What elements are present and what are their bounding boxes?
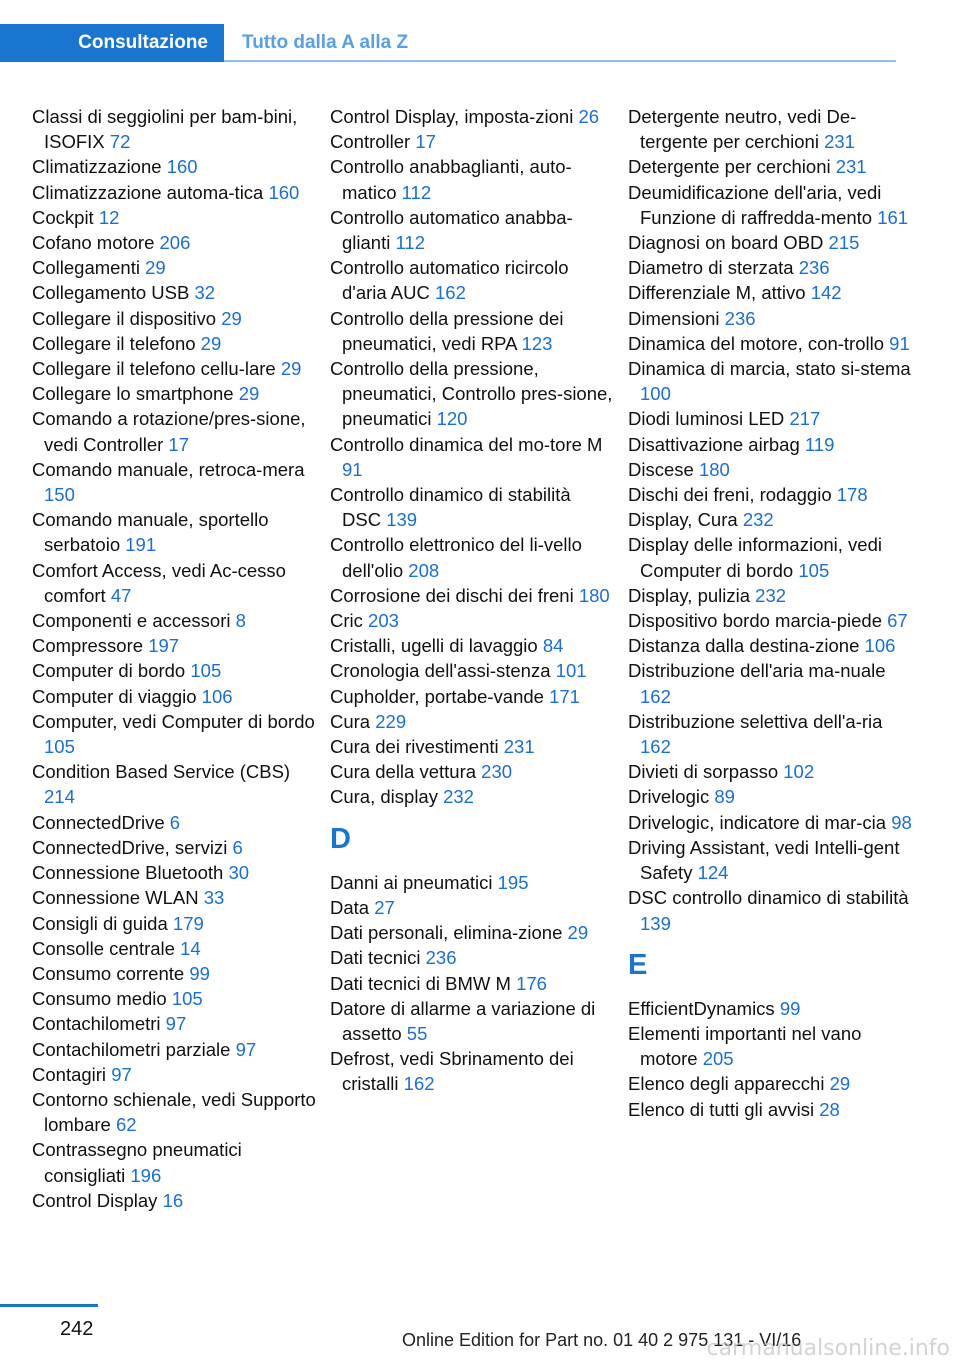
index-entry xyxy=(32,911,316,936)
index-entry-page-link[interactable]: 106 xyxy=(201,685,233,707)
index-entry-page-link[interactable]: 26 xyxy=(578,106,600,127)
index-entry-term: Collegamenti xyxy=(32,257,140,279)
index-entry xyxy=(628,532,912,582)
index-entry-page-link[interactable]: 102 xyxy=(783,761,815,783)
index-entry xyxy=(32,1087,316,1137)
index-entry xyxy=(330,1046,614,1096)
index-entry-term: Distanza dalla destina-zione xyxy=(628,635,860,657)
index-entry xyxy=(628,1021,912,1071)
index-entry xyxy=(32,1011,316,1036)
index-entry xyxy=(330,658,614,683)
index-entry-term: Cura, display xyxy=(330,786,438,808)
index-entry xyxy=(32,104,316,154)
index-entry-term: Controllo della pressione, pneumatici, Controllo pres-sione, pneumatici xyxy=(330,358,613,430)
index-entry-term: Elenco di tutti gli avvisi xyxy=(628,1098,815,1120)
index-entry xyxy=(628,810,912,835)
index-entry xyxy=(32,230,316,255)
index-entry-page-link[interactable]: 217 xyxy=(789,408,821,430)
index-entry-term: Cric xyxy=(330,610,363,632)
index-entry-term: Control Display xyxy=(32,1189,158,1211)
index-entry xyxy=(330,633,614,658)
chapter-title: Tutto dalla A alla Z xyxy=(242,32,409,53)
index-entry xyxy=(628,406,912,431)
index-entry-term: DSC controllo dinamico di stabilità xyxy=(628,887,909,909)
index-entry-page-link[interactable]: 97 xyxy=(165,1013,187,1035)
index-entry-page-link[interactable]: 162 xyxy=(640,736,671,758)
index-entry-term: Comando a rotazione/pres-sione, vedi Controller xyxy=(32,408,306,455)
index-entry-page-link[interactable]: 97 xyxy=(235,1038,257,1060)
index-entry xyxy=(32,331,316,356)
index-entry xyxy=(32,759,316,809)
index-entry-term: Consigli di guida xyxy=(32,912,168,934)
index-entry xyxy=(330,154,614,204)
index-entry-page-link[interactable]: 6 xyxy=(232,836,243,858)
index-entry-term: Diodi luminosi LED xyxy=(628,408,785,430)
index-entry-page-link[interactable]: 232 xyxy=(755,584,787,606)
index-entry-page-link[interactable]: 29 xyxy=(200,332,222,354)
index-entry-page-link[interactable]: 119 xyxy=(804,433,835,455)
index-entry-term: Drivelogic xyxy=(628,786,710,808)
index-column-3 xyxy=(628,104,912,1122)
index-entry-term: Cura della vettura xyxy=(330,761,477,783)
index-letter-heading: E xyxy=(628,948,648,981)
index-entry-page-link[interactable]: 139 xyxy=(386,509,418,531)
index-entry-term: Elementi importanti nel vano motore xyxy=(628,1022,862,1070)
index-entry-page-link[interactable]: 236 xyxy=(798,257,830,279)
index-entry xyxy=(32,1037,316,1062)
index-entry-page-link[interactable]: 55 xyxy=(406,1022,428,1044)
index-entry-term: Comfort Access, vedi Ac-cesso comfort xyxy=(32,559,286,606)
index-entry-page-link[interactable]: 142 xyxy=(810,282,842,304)
index-entry xyxy=(628,835,912,885)
index-entry xyxy=(330,895,614,920)
index-entry xyxy=(32,936,316,961)
index-entry-page-link[interactable]: 206 xyxy=(159,232,191,254)
index-entry-term: Driving Assistant, vedi Intelli-gent Safety xyxy=(628,836,900,884)
index-entry-term: Climatizzazione automa-tica xyxy=(32,181,264,203)
index-entry-term: Contrassegno pneumatici consigliati xyxy=(32,1139,242,1186)
index-entry-page-link[interactable]: 105 xyxy=(190,660,222,682)
index-entry-term: Consumo medio xyxy=(32,988,167,1010)
index-entry-term: EfficientDynamics xyxy=(628,997,775,1019)
index-entry-page-link[interactable]: 16 xyxy=(162,1189,184,1211)
index-entry-term: Cura xyxy=(330,710,371,732)
index-entry-term: Distribuzione selettiva dell'a-ria xyxy=(628,710,883,732)
index-entry-page-link[interactable]: 99 xyxy=(779,997,801,1019)
index-entry-page-link[interactable]: 120 xyxy=(436,408,468,430)
index-entry xyxy=(330,482,614,532)
index-entry-page-link[interactable]: 105 xyxy=(171,988,203,1010)
index-entry-page-link[interactable]: 100 xyxy=(640,383,671,405)
index-entry xyxy=(32,885,316,910)
index-entry-term: Controllo della pressione dei pneumatici, vedi RPA xyxy=(330,307,564,354)
index-entry-term: Dimensioni xyxy=(628,307,720,329)
index-entry-term: Control Display, imposta-zioni xyxy=(330,106,574,127)
index-entry-term: ConnectedDrive xyxy=(32,811,165,833)
index-entry-page-link[interactable]: 29 xyxy=(567,922,589,944)
index-entry xyxy=(330,759,614,784)
index-entry-term: Dischi dei freni, rodaggio xyxy=(628,484,832,506)
index-entry-page-link[interactable]: 176 xyxy=(516,972,547,994)
index-entry-term: Collegare lo smartphone xyxy=(32,383,234,405)
index-entry-page-link[interactable]: 47 xyxy=(110,584,132,606)
index-entry xyxy=(32,608,316,633)
index-entry xyxy=(330,432,614,482)
index-entry xyxy=(628,633,912,658)
index-entry-term: Datore di allarme a variazione di assetto xyxy=(330,997,596,1044)
index-entry-term: Condition Based Service (CBS) xyxy=(32,761,291,783)
index-entry xyxy=(330,971,614,996)
index-entry-term: Cura dei rivestimenti xyxy=(330,736,499,758)
index-entry-term: Controllo anabbaglianti, auto-matico xyxy=(330,156,572,203)
index-entry-page-link[interactable]: 29 xyxy=(280,358,302,380)
index-entry-page-link[interactable]: 180 xyxy=(578,584,610,606)
index-entry-term: Danni ai pneumatici xyxy=(330,871,493,893)
index-entry-page-link[interactable]: 161 xyxy=(877,206,909,228)
index-entry-page-link[interactable]: 27 xyxy=(374,896,395,918)
index-entry xyxy=(32,684,316,709)
index-entry-term: Connessione WLAN xyxy=(32,887,199,909)
index-entry-page-link[interactable]: 171 xyxy=(549,685,580,707)
index-entry-page-link[interactable]: 196 xyxy=(130,1164,162,1186)
index-entry-page-link[interactable]: 229 xyxy=(375,710,407,732)
index-entry xyxy=(628,608,912,633)
index-entry xyxy=(32,633,316,658)
index-entry-term: Dinamica del motore, con-trollo xyxy=(628,332,885,354)
index-entry xyxy=(32,658,316,683)
index-entry-page-link[interactable]: 67 xyxy=(887,610,908,632)
index-entry-term: Deumidificazione dell'aria, vedi Funzione di raffredda-mento xyxy=(628,181,882,228)
index-entry-term: Display delle informazioni, vedi Computer di bordo xyxy=(628,534,882,581)
index-entry-page-link[interactable]: 84 xyxy=(542,635,564,657)
index-entry-page-link[interactable]: 29 xyxy=(221,307,242,329)
index-entry-term: Cristalli, ugelli di lavaggio xyxy=(330,635,538,657)
index-entry-page-link[interactable]: 105 xyxy=(798,559,830,581)
index-entry-page-link[interactable]: 231 xyxy=(824,131,855,153)
index-entry xyxy=(330,356,614,432)
index-entry-page-link[interactable]: 124 xyxy=(697,862,729,884)
index-entry-term: Componenti e accessori xyxy=(32,610,231,632)
index-entry-term: Comando manuale, sportello serbatoio xyxy=(32,509,269,556)
index-entry xyxy=(628,784,912,809)
index-entry-page-link[interactable]: 197 xyxy=(148,635,180,657)
index-entry-page-link[interactable]: 150 xyxy=(44,484,75,506)
index-entry xyxy=(628,1097,912,1122)
index-entry xyxy=(32,860,316,885)
index-entry-page-link[interactable]: 160 xyxy=(268,181,300,203)
index-entry-page-link[interactable]: 231 xyxy=(503,736,535,758)
index-entry-term: Diagnosi on board OBD xyxy=(628,232,824,254)
index-entry xyxy=(628,885,912,935)
index-entry xyxy=(628,306,912,331)
index-entry-term: Defrost, vedi Sbrinamento dei cristalli xyxy=(330,1048,574,1095)
index-entry-page-link[interactable]: 101 xyxy=(555,660,587,682)
index-entry xyxy=(32,356,316,381)
index-entry-term: Differenziale M, attivo xyxy=(628,282,806,304)
index-entry-term: Controllo automatico ricircolo d'aria AUC xyxy=(330,257,569,304)
index-column-1 xyxy=(32,104,316,1213)
index-entry xyxy=(628,759,912,784)
index-entry-page-link[interactable]: 99 xyxy=(189,962,210,984)
index-entry-term: Connessione Bluetooth xyxy=(32,862,224,884)
index-entry-term: Controllo dinamica del mo-tore M xyxy=(330,433,603,455)
index-entry-page-link[interactable]: 162 xyxy=(403,1073,435,1095)
index-entry-page-link[interactable]: 97 xyxy=(111,1063,132,1085)
index-entry-page-link[interactable]: 106 xyxy=(864,635,896,657)
index-entry-term: Disattivazione airbag xyxy=(628,433,800,455)
page-number: 242 xyxy=(60,1318,94,1340)
index-entry-page-link[interactable]: 17 xyxy=(168,433,189,455)
index-entry xyxy=(628,482,912,507)
watermark: carmanualsonline.info xyxy=(706,1336,950,1361)
index-entry-term: Compressore xyxy=(32,635,144,657)
index-entry-page-link[interactable]: 112 xyxy=(401,181,432,203)
index-entry-page-link[interactable]: 180 xyxy=(698,458,730,480)
index-entry xyxy=(628,356,912,406)
index-entry-page-link[interactable]: 162 xyxy=(640,685,671,707)
index-entry-term: Data xyxy=(330,896,370,918)
index-entry-term: Contachilometri xyxy=(32,1013,161,1035)
index-entry-term: Detergente neutro, vedi De-tergente per cerchioni xyxy=(628,106,857,153)
index-entry xyxy=(32,381,316,406)
footer-rule xyxy=(0,1304,98,1307)
index-entry-page-link[interactable]: 236 xyxy=(724,307,756,329)
index-entry-term: Collegare il telefono xyxy=(32,332,196,354)
index-entry xyxy=(628,1071,912,1096)
index-entry xyxy=(32,835,316,860)
index-entry-page-link[interactable]: 203 xyxy=(368,610,399,632)
index-entry xyxy=(330,532,614,582)
index-entry-term: Contachilometri parziale xyxy=(32,1038,231,1060)
index-entry-page-link[interactable]: 232 xyxy=(443,786,474,808)
edition-note: Online Edition for Part no. 01 40 2 975 131 - VI/16 xyxy=(402,1330,802,1350)
index-entry xyxy=(628,230,912,255)
index-entry xyxy=(330,608,614,633)
index-entry-term: Display, Cura xyxy=(628,509,738,531)
index-entry xyxy=(32,180,316,205)
index-entry xyxy=(330,920,614,945)
index-entry-page-link[interactable]: 8 xyxy=(235,610,246,632)
index-entry xyxy=(330,129,614,154)
index-entry-term: Diametro di sterzata xyxy=(628,257,794,279)
index-entry xyxy=(330,734,614,759)
index-entry xyxy=(32,507,316,557)
index-entry xyxy=(330,583,614,608)
index-entry-page-link[interactable]: 91 xyxy=(889,332,910,354)
index-entry xyxy=(32,961,316,986)
index-entry-page-link[interactable]: 29 xyxy=(238,383,260,405)
index-entry-term: Dati tecnici xyxy=(330,947,421,969)
index-entry-term: Consumo corrente xyxy=(32,962,185,984)
index-entry-term: Climatizzazione xyxy=(32,156,162,178)
index-entry xyxy=(32,1188,316,1213)
index-entry xyxy=(32,709,316,759)
index-entry-page-link[interactable]: 208 xyxy=(408,559,440,581)
header-rule xyxy=(224,60,896,62)
index-entry-term: Corrosione dei dischi dei freni xyxy=(330,584,574,606)
index-entry-page-link[interactable]: 236 xyxy=(425,947,457,969)
index-entry-term: Cofano motore xyxy=(32,232,155,254)
index-entry xyxy=(628,507,912,532)
index-entry xyxy=(32,154,316,179)
index-entry-page-link[interactable]: 33 xyxy=(203,887,225,909)
index-entry-page-link[interactable]: 105 xyxy=(44,736,75,758)
index-entry xyxy=(330,205,614,255)
index-entry-page-link[interactable]: 91 xyxy=(342,458,363,480)
index-entry-page-link[interactable]: 178 xyxy=(836,484,868,506)
index-entry-term: Controllo dinamico di stabilità DSC xyxy=(330,484,571,531)
index-entry-term: Classi di seggiolini per bam-bini, ISOFIX xyxy=(32,106,298,153)
index-entry-page-link[interactable]: 12 xyxy=(98,206,120,228)
index-entry-term: Computer, vedi Computer di bordo xyxy=(32,710,315,732)
index-entry xyxy=(628,104,912,154)
index-entry-term: Controllo automatico anabba-glianti xyxy=(330,206,573,254)
index-entry-term: Cockpit xyxy=(32,206,94,228)
index-entry-term: Elenco degli apparecchi xyxy=(628,1073,825,1095)
index-entry-term: Display, pulizia xyxy=(628,584,751,606)
index-entry xyxy=(330,684,614,709)
index-entry xyxy=(330,870,614,895)
index-entry-term: Computer di viaggio xyxy=(32,685,197,707)
index-entry-page-link[interactable]: 179 xyxy=(172,912,204,934)
index-entry xyxy=(330,945,614,970)
index-entry-term: Computer di bordo xyxy=(32,660,186,682)
index-entry xyxy=(628,255,912,280)
index-entry-term: Contorno schienale, vedi Supporto lombare xyxy=(32,1088,316,1136)
index-entry-page-link[interactable]: 29 xyxy=(829,1073,851,1095)
index-entry-page-link[interactable]: 14 xyxy=(180,937,201,959)
index-entry-term: Dati tecnici di BMW M xyxy=(330,972,511,994)
index-entry xyxy=(32,280,316,305)
index-entry xyxy=(32,810,316,835)
section-tab-label: Consultazione xyxy=(78,32,208,53)
index-entry-term: Drivelogic, indicatore di mar-cia xyxy=(628,811,887,833)
index-entry-page-link[interactable]: 215 xyxy=(828,232,860,254)
index-entry xyxy=(32,406,316,456)
index-entry xyxy=(32,986,316,1011)
index-entry-page-link[interactable]: 112 xyxy=(395,232,425,254)
index-entry-page-link[interactable]: 28 xyxy=(819,1098,840,1120)
index-entry-term: Collegamento USB xyxy=(32,282,190,304)
index-entry-page-link[interactable]: 72 xyxy=(109,131,131,153)
index-entry xyxy=(628,331,912,356)
index-entry xyxy=(32,457,316,507)
index-letter-heading: D xyxy=(330,822,351,855)
index-entry xyxy=(330,784,614,809)
index-entry xyxy=(628,180,912,230)
index-entry-page-link[interactable]: 195 xyxy=(497,871,529,893)
index-entry-term: ConnectedDrive, servizi xyxy=(32,836,228,858)
index-entry xyxy=(628,583,912,608)
index-entry xyxy=(32,255,316,280)
index-entry-page-link[interactable]: 230 xyxy=(481,761,513,783)
index-entry xyxy=(628,658,912,708)
index-entry xyxy=(628,709,912,759)
index-entry xyxy=(628,996,912,1021)
index-entry-page-link[interactable]: 214 xyxy=(44,786,75,808)
index-entry-term: Cronologia dell'assi-stenza xyxy=(330,660,551,682)
index-entry-page-link[interactable]: 191 xyxy=(125,534,157,556)
index-entry-term: Contagiri xyxy=(32,1063,107,1085)
index-entry-page-link[interactable]: 160 xyxy=(166,156,198,178)
index-entry-page-link[interactable]: 32 xyxy=(194,282,216,304)
index-entry-term: Distribuzione dell'aria ma-nuale xyxy=(628,660,886,682)
index-entry xyxy=(32,558,316,608)
index-entry-page-link[interactable]: 17 xyxy=(415,131,436,153)
index-entry xyxy=(628,280,912,305)
index-entry-page-link[interactable]: 139 xyxy=(640,912,671,934)
index-entry-term: Dati personali, elimina-zione xyxy=(330,922,563,944)
index-entry-term: Dinamica di marcia, stato si-stema xyxy=(628,358,911,380)
index-entry xyxy=(32,1062,316,1087)
index-entry xyxy=(32,205,316,230)
index-entry-page-link[interactable]: 232 xyxy=(742,509,774,531)
index-entry-term: Divieti di sorpasso xyxy=(628,761,779,783)
index-entry-term: Dispositivo bordo marcia-piede xyxy=(628,610,882,632)
index-entry-page-link[interactable]: 89 xyxy=(714,786,735,808)
index-entry-page-link[interactable]: 205 xyxy=(702,1048,734,1070)
index-entry xyxy=(330,255,614,305)
index-entry xyxy=(628,457,912,482)
index-entry-term: Detergente per cerchioni xyxy=(628,156,831,178)
index-entry-term: Discese xyxy=(628,458,694,480)
index-column-2 xyxy=(330,104,614,1097)
index-entry-term: Controller xyxy=(330,131,411,153)
index-entry-term: Comando manuale, retroca-mera xyxy=(32,458,305,480)
index-entry xyxy=(628,432,912,457)
index-entry-term: Consolle centrale xyxy=(32,937,175,959)
index-entry-page-link[interactable]: 123 xyxy=(521,332,553,354)
index-entry xyxy=(330,104,614,129)
index-entry xyxy=(32,1137,316,1187)
index-entry-page-link[interactable]: 98 xyxy=(891,811,912,833)
index-entry-page-link[interactable]: 30 xyxy=(228,862,250,884)
section-tab xyxy=(0,24,224,62)
index-entry-page-link[interactable]: 162 xyxy=(435,282,466,304)
index-entry-page-link[interactable]: 62 xyxy=(115,1114,137,1136)
index-entry-term: Cupholder, portabe-vande xyxy=(330,685,544,707)
index-entry xyxy=(32,306,316,331)
index-entry xyxy=(628,154,912,179)
index-entry xyxy=(330,709,614,734)
index-entry-term: Collegare il telefono cellu-lare xyxy=(32,358,276,380)
index-entry xyxy=(330,306,614,356)
index-entry-term: Controllo elettronico del li-vello dell'olio xyxy=(330,534,582,581)
index-entry xyxy=(330,996,614,1046)
index-entry-page-link[interactable]: 29 xyxy=(145,257,166,279)
index-entry-term: Collegare il dispositivo xyxy=(32,307,217,329)
index-entry-page-link[interactable]: 231 xyxy=(835,156,867,178)
index-entry-page-link[interactable]: 6 xyxy=(169,811,181,833)
